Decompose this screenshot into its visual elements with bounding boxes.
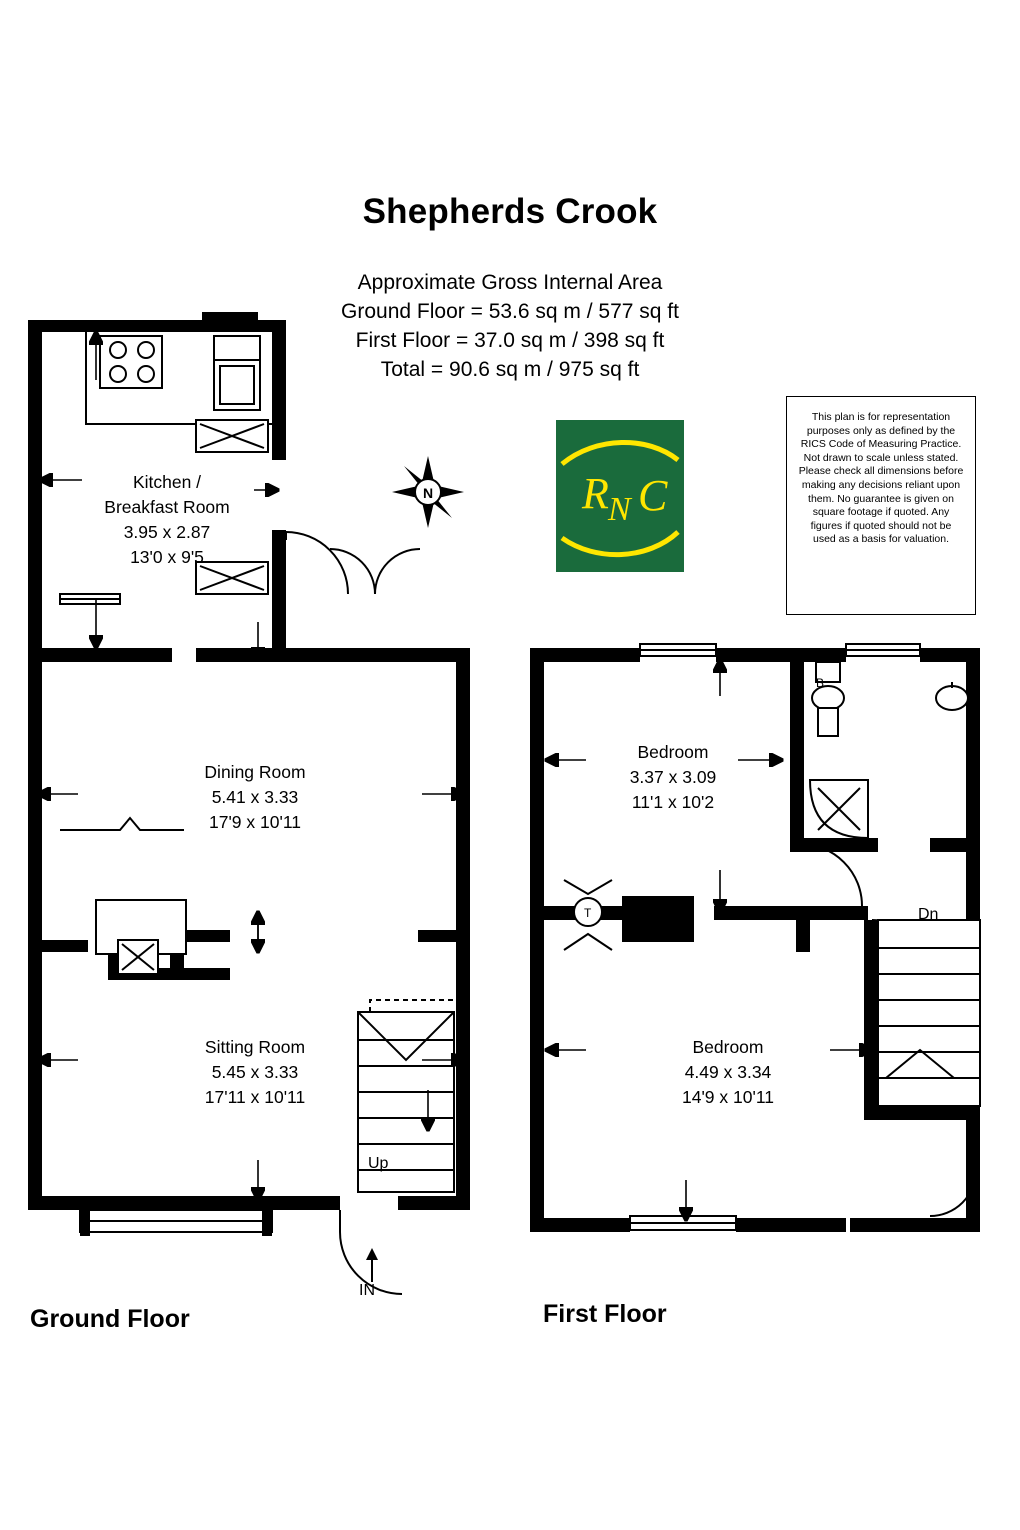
room-label-dining [150, 760, 360, 835]
page-title: Shepherds Crook [362, 192, 658, 231]
room-metric: 5.45 x 3.33 [211, 1062, 299, 1082]
room-metric: 4.49 x 3.34 [684, 1062, 772, 1082]
room-imperial: 17'11 x 10'11 [204, 1087, 306, 1107]
ground-floor-caption: Ground Floor [30, 1305, 190, 1333]
room-imperial: 14'9 x 10'11 [682, 1087, 774, 1107]
room-label-sitting [150, 1035, 360, 1110]
room-name-2: Breakfast Room [104, 497, 230, 517]
room-name: Dining Room [204, 762, 306, 782]
stairs-dn-label: Dn [918, 906, 939, 923]
tank-label: T [584, 906, 592, 920]
room-name: Bedroom [637, 742, 709, 762]
disclaimer-box [786, 396, 976, 615]
room-name: Sitting Room [204, 1037, 306, 1057]
first-floor-plan [500, 620, 1020, 1280]
room-name: Kitchen / [132, 472, 202, 492]
room-imperial: 13'0 x 9'5 [130, 547, 204, 567]
svg-text:R: R [582, 469, 609, 518]
svg-text:N: N [422, 485, 434, 501]
stairs-up-label: Up [368, 1155, 389, 1172]
first-floor-caption: First Floor [543, 1300, 667, 1328]
room-metric: 3.95 x 2.87 [123, 522, 211, 542]
room-metric: 3.37 x 3.09 [629, 767, 717, 787]
svg-text:C: C [638, 471, 668, 520]
room-name: Bedroom [692, 1037, 764, 1057]
area-line-1: Ground Floor = 53.6 sq m / 577 sq ft [341, 300, 679, 323]
rnc-logo [556, 420, 684, 572]
area-line-3: Total = 90.6 sq m / 975 sq ft [380, 358, 640, 381]
area-line-0: Approximate Gross Internal Area [357, 271, 663, 294]
room-label-bedroom-1 [568, 740, 778, 815]
room-label-bedroom-2 [622, 1035, 834, 1110]
svg-text:N: N [608, 491, 631, 528]
area-line-2: First Floor = 37.0 sq m / 398 sq ft [355, 329, 665, 352]
room-metric: 5.41 x 3.33 [211, 787, 299, 807]
room-imperial: 17'9 x 10'11 [209, 812, 301, 832]
entrance-in-label: IN [359, 1282, 375, 1299]
disclaimer-text: This plan is for representation purposes only as defined by the RICS Code of Measuring Practice. Not drawn to scale unless stated. Please check all dimensions before making any decisions reliant upon them. No guarantee is given on square footage if quoted. Any figures if quoted should not be used as a basis for valuation. [798, 411, 964, 546]
room-label-kitchen [62, 470, 272, 570]
room-imperial: 11'1 x 10'2 [631, 792, 715, 812]
boiler-label: B [816, 676, 825, 690]
